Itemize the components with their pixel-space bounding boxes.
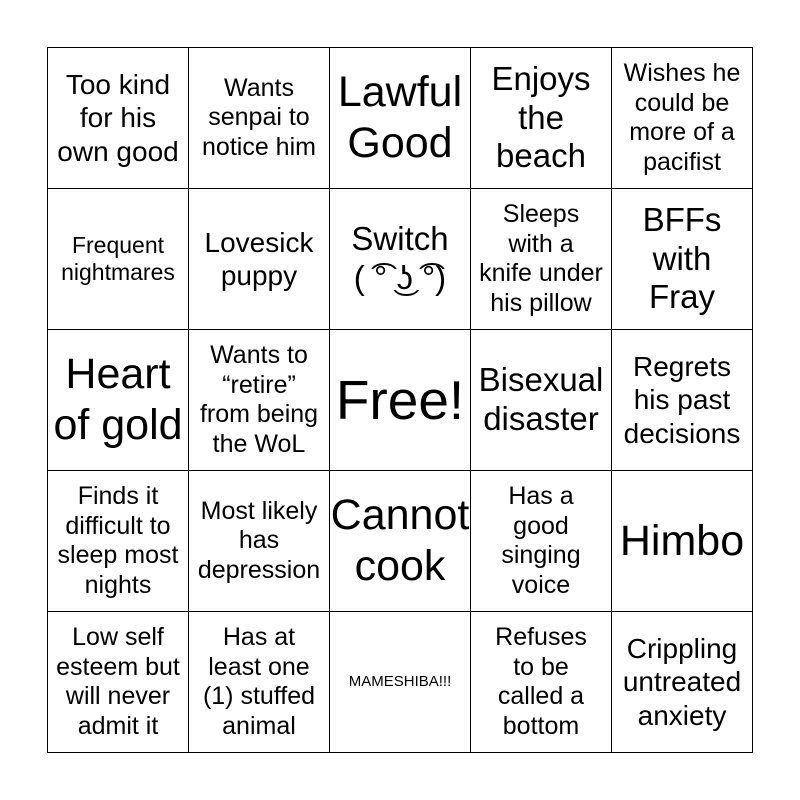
bingo-cell-text: Cannot cook [330, 491, 470, 590]
bingo-cell-text: MAMESHIBA!!! [348, 673, 452, 691]
bingo-cell-r5c4[interactable] [471, 612, 612, 753]
bingo-cell-text: Lawful Good [337, 68, 463, 167]
bingo-cell-text: Lovesick puppy [204, 226, 314, 291]
bingo-cell-text: Switch ( ͡° ͜ʖ ͡°) [351, 220, 449, 296]
bingo-cell-r2c1[interactable] [48, 189, 189, 330]
bingo-cell-r3c1[interactable] [48, 330, 189, 471]
bingo-cell-r2c4[interactable] [471, 189, 612, 330]
bingo-cell-r4c4[interactable] [471, 471, 612, 612]
bingo-cell-r3c4[interactable] [471, 330, 612, 471]
bingo-cell-text: Sleeps with a knife under his pillow [479, 200, 603, 317]
free-space[interactable] [330, 330, 471, 471]
bingo-cell-text: Too kind for his own good [57, 69, 179, 167]
bingo-cell-r4c5[interactable] [612, 471, 753, 612]
bingo-cell-r5c5[interactable] [612, 612, 753, 753]
bingo-cell-r1c5[interactable] [612, 48, 753, 189]
bingo-cell-text: Wants senpai to notice him [202, 73, 316, 161]
bingo-cell-r4c2[interactable] [189, 471, 330, 612]
bingo-cell-text: Refuses to be called a bottom [495, 623, 587, 740]
bingo-cell-r2c2[interactable] [189, 189, 330, 330]
bingo-cell-text: Free! [335, 368, 465, 431]
bingo-cell-text: Crippling untreated anxiety [622, 633, 742, 731]
bingo-board [47, 47, 753, 753]
bingo-cell-r3c2[interactable] [189, 330, 330, 471]
bingo-cell-r2c3[interactable] [330, 189, 471, 330]
bingo-cell-r4c3[interactable] [330, 471, 471, 612]
bingo-cell-text: Wants to “retire” from being the WoL [199, 341, 319, 458]
bingo-cell-text: Has at least one (1) stuffed animal [202, 623, 316, 740]
bingo-cell-r5c2[interactable] [189, 612, 330, 753]
bingo-cell-r5c3[interactable] [330, 612, 471, 753]
bingo-cell-text: Bisexual disaster [478, 361, 604, 437]
bingo-cell-r1c2[interactable] [189, 48, 330, 189]
bingo-cell-r5c1[interactable] [48, 612, 189, 753]
bingo-cell-text: Heart of gold [53, 350, 183, 449]
bingo-cell-text: Frequent nightmares [61, 231, 175, 285]
bingo-cell-r2c5[interactable] [612, 189, 753, 330]
bingo-cell-r3c5[interactable] [612, 330, 753, 471]
bingo-cell-text: Low self esteem but will never admit it [56, 623, 180, 740]
bingo-cell-text: Himbo [619, 516, 745, 565]
bingo-cell-r1c4[interactable] [471, 48, 612, 189]
bingo-cell-text: Regrets his past decisions [623, 351, 741, 449]
bingo-cell-text: Has a good singing voice [501, 482, 581, 599]
bingo-cell-r1c3[interactable] [330, 48, 471, 189]
bingo-cell-text: Finds it difficult to sleep most nights [57, 482, 179, 599]
bingo-cell-text: Most likely has depression [197, 496, 321, 584]
bingo-cell-text: Wishes he could be more of a pacifist [623, 59, 741, 176]
bingo-cell-r1c1[interactable] [48, 48, 189, 189]
bingo-cell-r4c1[interactable] [48, 471, 189, 612]
bingo-cell-text: Enjoys the beach [491, 59, 591, 175]
bingo-cell-text: BFFs with Fray [642, 200, 722, 316]
